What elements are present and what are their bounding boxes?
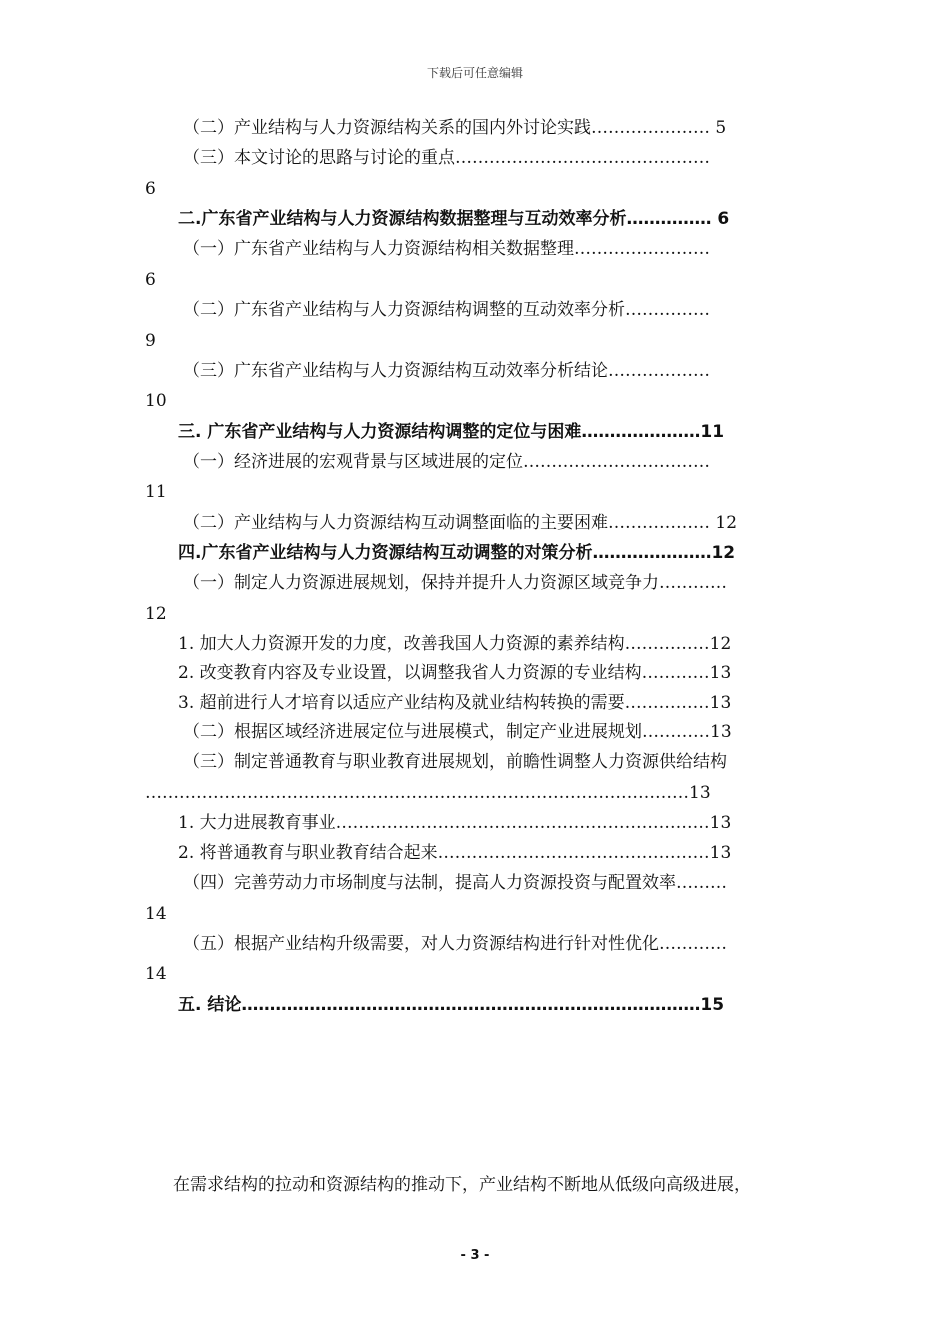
toc-entry-page: 11 bbox=[145, 482, 167, 502]
toc-entry: （三）本文讨论的思路与讨论的重点……………………………………… bbox=[183, 148, 710, 168]
toc-entry: （一）制定人力资源进展规划，保持并提升人力资源区域竞争力………… bbox=[183, 573, 727, 593]
toc-entry: （一）经济进展的宏观背景与区域进展的定位…………………………… bbox=[183, 452, 710, 472]
toc-entry: （五）根据产业结构升级需要，对人力资源结构进行针对性优化………… bbox=[183, 934, 727, 954]
toc-entry: （三）广东省产业结构与人力资源结构互动效率分析结论……………… bbox=[183, 361, 710, 381]
toc-entry-page: 14 bbox=[145, 904, 167, 924]
toc-section-heading: 三. 广东省产业结构与人力资源结构调整的定位与困难…………………11 bbox=[178, 422, 725, 442]
toc-subentry: 3. 超前进行人才培育以适应产业结构及就业结构转换的需要……………13 bbox=[178, 693, 732, 713]
toc-entry: （二）根据区域经济进展定位与进展模式，制定产业进展规划…………13 bbox=[183, 722, 732, 742]
toc-subentry: 1. 加大人力资源开发的力度，改善我国人力资源的素养结构……………12 bbox=[178, 634, 732, 654]
toc-entry-page: 12 bbox=[145, 604, 167, 624]
toc-entry: （一）广东省产业结构与人力资源结构相关数据整理…………………… bbox=[183, 239, 710, 259]
page-header: 下载后可任意编辑 bbox=[426, 66, 523, 80]
toc-subentry: 2. 改变教育内容及专业设置，以调整我省人力资源的专业结构…………13 bbox=[178, 663, 732, 683]
toc-entry: （二）产业结构与人力资源结构关系的国内外讨论实践………………… 5 bbox=[183, 118, 727, 138]
toc-subentry: 2. 将普通教育与职业教育结合起来…………………………………………13 bbox=[178, 843, 732, 863]
toc-entry-page: 14 bbox=[145, 964, 167, 984]
page-number: - 3 - bbox=[460, 1248, 490, 1263]
toc-section-heading: 四.广东省产业结构与人力资源结构互动调整的对策分析…………………12 bbox=[178, 543, 736, 563]
body-paragraph: 在需求结构的拉动和资源结构的推动下，产业结构不断地从低级向高级进展， bbox=[173, 1175, 751, 1195]
toc-entry-page: 6 bbox=[145, 270, 156, 290]
toc-section-heading: 二.广东省产业结构与人力资源结构数据整理与互动效率分析…………… 6 bbox=[178, 209, 730, 229]
toc-entry-page: ……………………………………………………………………………………13 bbox=[145, 783, 711, 803]
toc-subentry: 1. 大力进展教育事业…………………………………………………………13 bbox=[178, 813, 732, 833]
toc-entry-page: 9 bbox=[145, 331, 156, 351]
toc-entry: （二）产业结构与人力资源结构互动调整面临的主要困难……………… 12 bbox=[183, 513, 738, 533]
toc-entry: （二）广东省产业结构与人力资源结构调整的互动效率分析…………… bbox=[183, 300, 710, 320]
toc-section-heading: 五. 结论………………………………………………………………………15 bbox=[178, 995, 725, 1015]
toc-entry-page: 10 bbox=[145, 391, 167, 411]
toc-entry-page: 6 bbox=[145, 179, 156, 199]
toc-entry: （三）制定普通教育与职业教育进展规划，前瞻性调整人力资源供给结构 bbox=[183, 752, 727, 772]
toc-entry: （四）完善劳动力市场制度与法制，提高人力资源投资与配置效率……… bbox=[183, 873, 727, 893]
